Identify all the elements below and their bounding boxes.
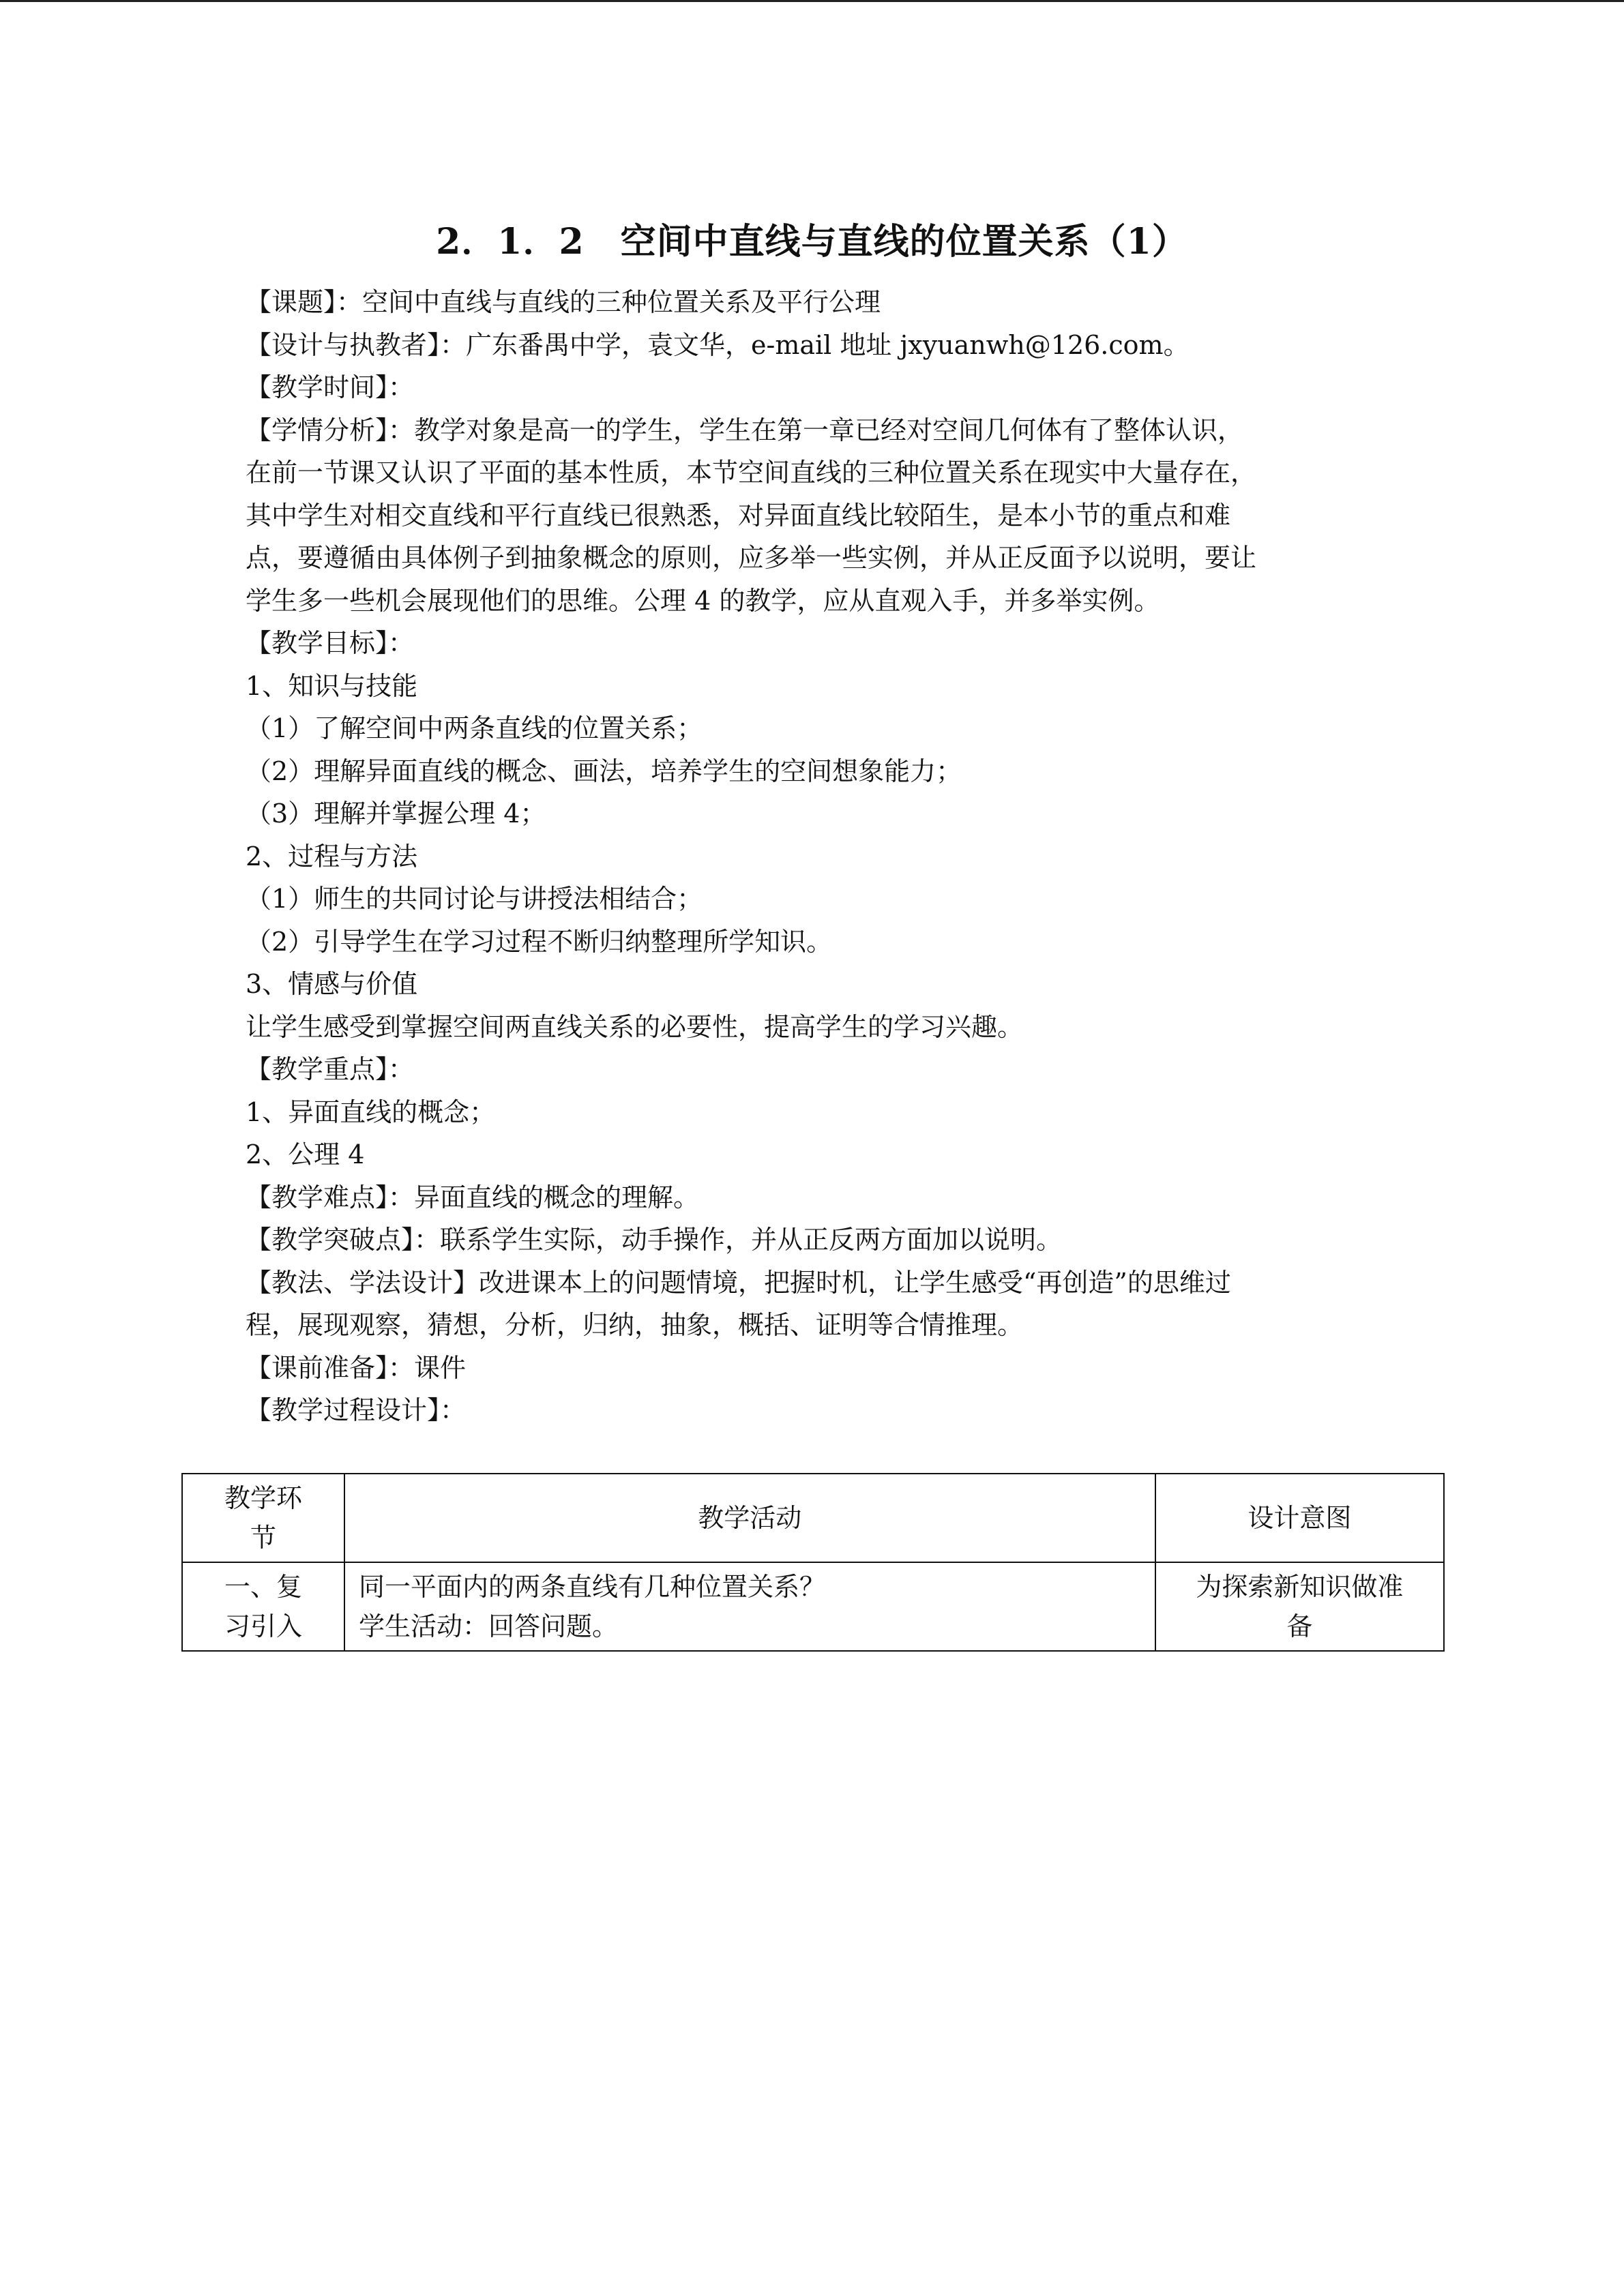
learner-analysis-line-4: 点，要遵循由具体例子到抽象概念的原则，应多举一些实例，并从正反面予以说明，要让	[246, 543, 1257, 573]
teaching-time-line: 【教学时间】：	[246, 372, 415, 402]
activity-cell: 同一平面内的两条直线有几种位置关系？ 学生活动：回答问题。	[344, 1562, 1155, 1651]
objective-process-heading: 2、过程与方法	[246, 841, 418, 871]
method-design-line-2: 程，展现观察，猜想，分析，归纳，抽象，概括、证明等合情推理。	[246, 1310, 1024, 1340]
method-design-line-1: 【教法、学法设计】改进课本上的问题情境，把握时机，让学生感受“再创造”的思维过	[246, 1267, 1231, 1298]
table-header-row	[182, 1474, 1444, 1562]
document-title: 2．1．2 空间中直线与直线的位置关系（1）	[436, 221, 1188, 263]
objective-emotion-text: 让学生感受到掌握空间两直线关系的必要性，提高学生的学习兴趣。	[246, 1011, 1024, 1042]
learner-analysis-line-2: 在前一节课又认识了平面的基本性质，本节空间直线的三种位置关系在现实中大量存在，	[246, 458, 1257, 488]
intent-cell: 为探索新知识做准 备	[1155, 1562, 1444, 1651]
objective-knowledge-item-1: （1）了解空间中两条直线的位置关系；	[246, 713, 703, 743]
page-top-border	[0, 0, 1624, 2]
table-row	[182, 1562, 1444, 1651]
header-intent: 设计意图	[1155, 1474, 1444, 1562]
topic-line: 【课题】：空间中直线与直线的三种位置关系及平行公理	[246, 287, 881, 317]
key-points-heading: 【教学重点】：	[246, 1054, 415, 1084]
key-point-2: 2、公理 4	[246, 1139, 365, 1169]
header-activity: 教学活动	[344, 1474, 1155, 1562]
objective-process-item-2: （2）引导学生在学习过程不断归纳整理所学知识。	[246, 926, 833, 957]
difficulty-line: 【教学难点】：异面直线的概念的理解。	[246, 1182, 700, 1212]
objectives-heading: 【教学目标】：	[246, 628, 415, 658]
learner-analysis-line-3: 其中学生对相交直线和平行直线已很熟悉，对异面直线比较陌生，是本小节的重点和难	[246, 500, 1231, 531]
objective-emotion-heading: 3、情感与价值	[246, 969, 418, 999]
stage-cell: 一、复 习引入	[182, 1562, 344, 1651]
teaching-process-table	[181, 1473, 1445, 1652]
objective-knowledge-heading: 1、知识与技能	[246, 670, 418, 701]
breakthrough-line: 【教学突破点】：联系学生实际，动手操作，并从正反两方面加以说明。	[246, 1225, 1063, 1255]
header-stage: 教学环 节	[182, 1474, 344, 1562]
learner-analysis-line-1: 【学情分析】：教学对象是高一的学生，学生在第一章已经对空间几何体有了整体认识，	[246, 415, 1244, 445]
learner-analysis-line-5: 学生多一些机会展现他们的思维。公理 4 的教学，应从直观入手，并多举实例。	[246, 585, 1160, 616]
designer-line: 【设计与执教者】：广东番禺中学，袁文华，e-mail 地址 jxyuanwh@126.com。	[246, 329, 1190, 360]
preparation-line: 【课前准备】：课件	[246, 1352, 467, 1383]
key-point-1: 1、异面直线的概念；	[246, 1097, 496, 1127]
objective-knowledge-item-2: （2）理解异面直线的概念、画法，培养学生的空间想象能力；	[246, 756, 962, 786]
lesson-plan-body	[246, 281, 1391, 1432]
objective-knowledge-item-3: （3）理解并掌握公理 4；	[246, 799, 546, 829]
objective-process-item-1: （1）师生的共同讨论与讲授法相结合；	[246, 884, 703, 914]
process-design-heading: 【教学过程设计】：	[246, 1395, 467, 1425]
